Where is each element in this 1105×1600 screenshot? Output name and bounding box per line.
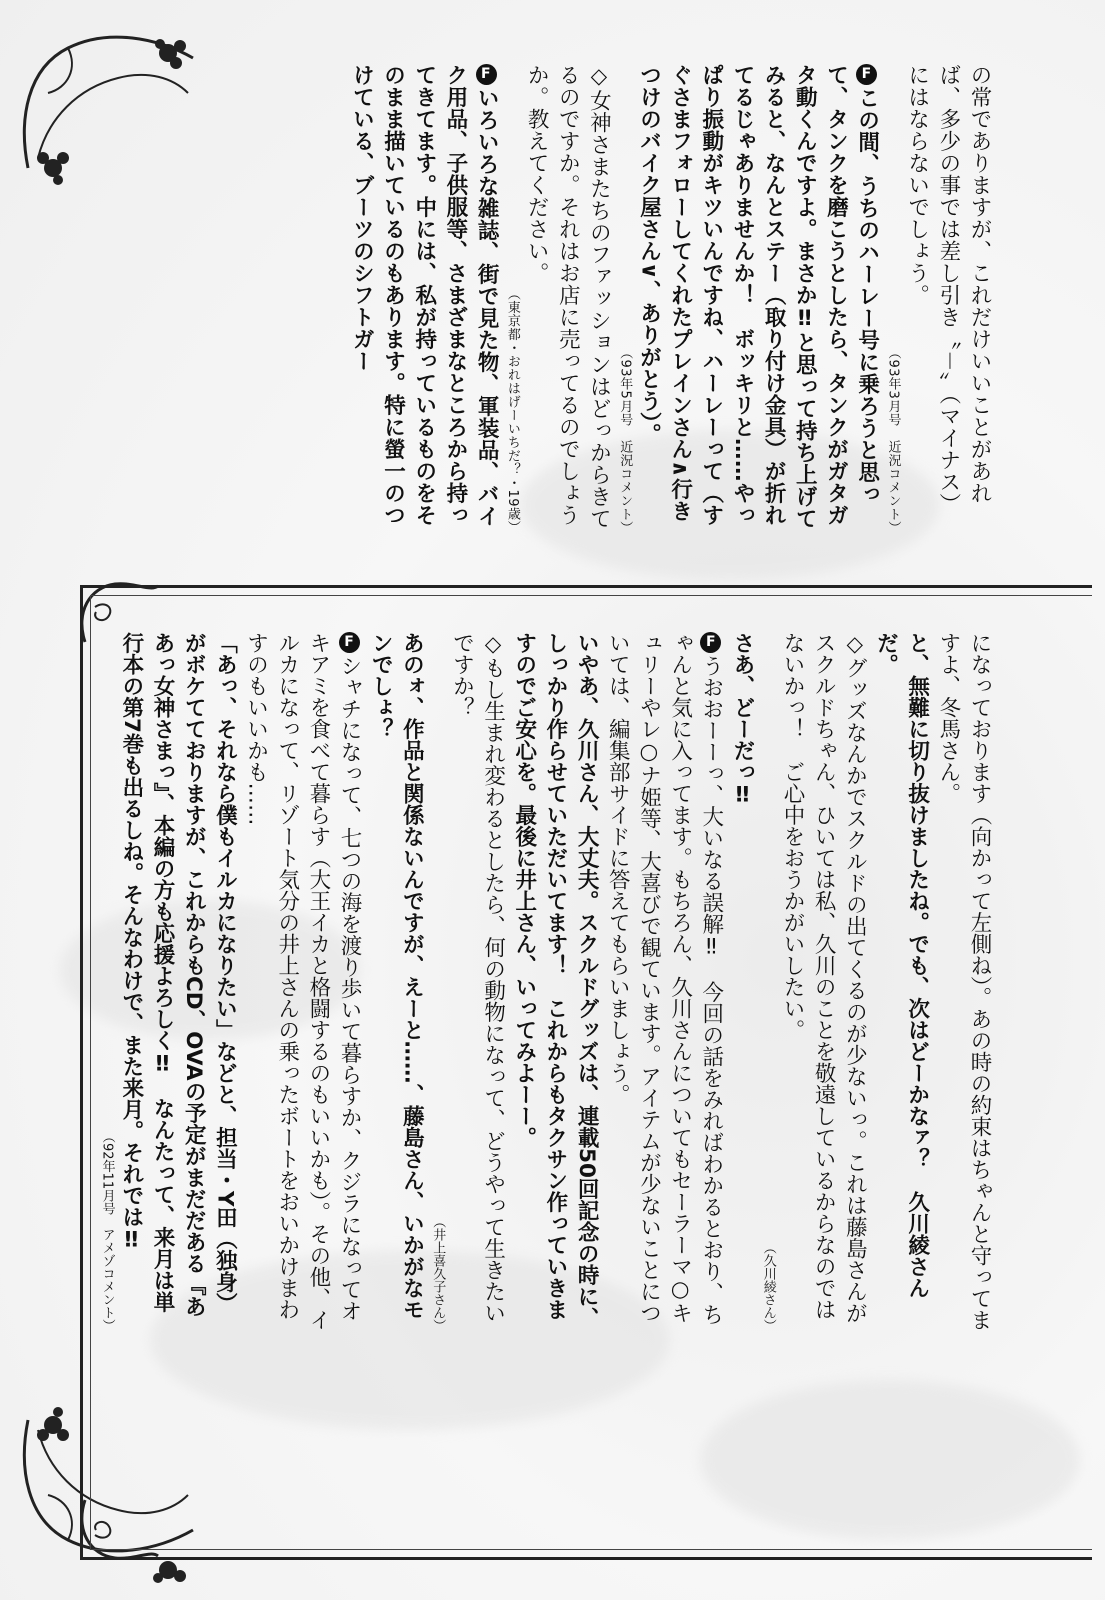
question-paragraph — [521, 64, 615, 534]
answer-paragraph — [346, 64, 502, 534]
question-paragraph — [777, 632, 871, 1332]
flourish-ornament-top — [8, 8, 208, 188]
paragraph-text: の常でありますが、これだけいいことがあれば、多少の事では差し引き〝－〟（マイナス）にはならないでしょう。 — [904, 64, 992, 516]
paragraph — [365, 632, 427, 1332]
paragraph-text: 「あっ、それなら僕もイルカになりたい」などと、担当・Y田（独身）がボケてておりますが、これからもCD、OVAの予定がまだだある『ああっ女神さまっ』、本編の方も応援よろしく‼ なんたって、来月は単行本の第7巻も出るしね。そんなわけで、また来月。それでは‼ — [118, 632, 238, 1318]
answer-paragraph — [240, 632, 365, 1332]
paragraph-text: 女神さまたちのファッションはどっからきてるのですか。それはお店に売ってるのでしょうか。教えてください。 — [524, 64, 612, 530]
paragraph-text: と、無難に切り抜けましたね。でも、次はどーかなァ？ 久川綾さんだ。 — [873, 632, 930, 1299]
paragraph-text: シャチになって、七つの海を渡り歩いて暮らすか、クジラになってオキアミを食べて暮らす（大王イカと格闘するのもいいかも）。その他、イルカになって、リゾート気分の井上さんの乗ったボートをおいかけまわすのもいいかも…… — [243, 632, 363, 1331]
paragraph-text: さあ、どーだっ‼ — [729, 632, 755, 808]
attribution-note: （92年11月号 アメゾコメント） — [99, 1129, 115, 1332]
f-circle-icon: F — [700, 632, 721, 653]
attribution-note: （井上喜久子さん） — [430, 1215, 446, 1332]
paragraph — [509, 632, 603, 1332]
attribution-note: （東京都・おれはげーいちだ？・19歳） — [504, 286, 520, 534]
question-paragraph — [446, 632, 508, 1332]
paragraph-text: になっております（向かって左側ね）。あの時の約束はちゃんと守ってますよ、冬馬さん。 — [935, 632, 992, 1331]
attribution-note: （久川綾さん） — [760, 1241, 776, 1332]
paragraph — [116, 632, 241, 1332]
paragraph-text: いやあ、久川さん、大丈夫。スクルドグッズは、連載50回記念の時に、しっかり作らせていただいてます！ これからもタクサン作っていきますのでご安心を。最後に井上さん、いってみよーー。 — [511, 632, 600, 1329]
diamond-marker: ◇ — [842, 632, 868, 657]
paragraph-text: この間、うちのハーレー号に乗ろうと思って、タンクを磨こうとしたら、タンクがガタガタ動くんですよ。まさか‼と思って持ち上げてみると、なんとステー（取り付け金具）が折れてるじゃありませんか！ ボッキリと……やっぱり振動がキツいんですね、ハーレーって（すぐさまフォローしてくれたプレインさん∧行きつけのバイク屋さん∨、ありがとう）。 — [636, 64, 880, 530]
paragraph — [870, 632, 932, 1332]
paragraph-text: グッズなんかでスクルドの出てくるのが少ないっ。これは藤島さんがスクルドちゃん、ひいては私、久川のことを敬遠しているからなのではないかっ！ ご心中をおうかがいしたい。 — [779, 632, 868, 1324]
lower-text-column — [97, 632, 995, 1332]
attribution-note: （93年5月号 近況コメント） — [617, 345, 633, 534]
paragraph — [901, 64, 995, 534]
attribution-note: （93年3月号 近況コメント） — [885, 345, 901, 534]
f-circle-icon: F — [476, 64, 497, 85]
paragraph-text: うおおーーっ、大いなる誤解‼ 今回の話をみればわかるとおり、ちゃんと気に入ってます。もちろん、久川さんについてもセーラーマ○キュリーやレ○ナ姫等、大喜びで観ています。アイテムが少ないことについては、編集部サイドに答えてもらいましょう。 — [605, 632, 724, 1325]
diamond-marker: ◇ — [586, 64, 612, 90]
answer-paragraph — [633, 64, 882, 534]
paragraph — [727, 632, 758, 1332]
paragraph-text: あのォ、作品と関係ないんですが、えーと……、藤島さん、いかがなモンでしょ？ — [368, 632, 425, 1320]
upper-text-column — [346, 64, 995, 534]
f-circle-icon: F — [856, 64, 877, 85]
paragraph-text: いろいろな雑誌、街で見た物、軍装品、バイク用品、子供服等、さまざまなところから持ってきてます。中には、私が持っているものをそのまま描いているのもあります。特に螢一のつけている、ブーツのシフトガー — [349, 64, 500, 527]
paragraph — [933, 632, 995, 1332]
paragraph-text: もし生まれ変わるとしたら、何の動物になって、どうやって生きたいですか？ — [449, 632, 506, 1324]
f-circle-icon: F — [339, 632, 360, 653]
diamond-marker: ◇ — [480, 632, 506, 657]
answer-paragraph — [602, 632, 727, 1332]
